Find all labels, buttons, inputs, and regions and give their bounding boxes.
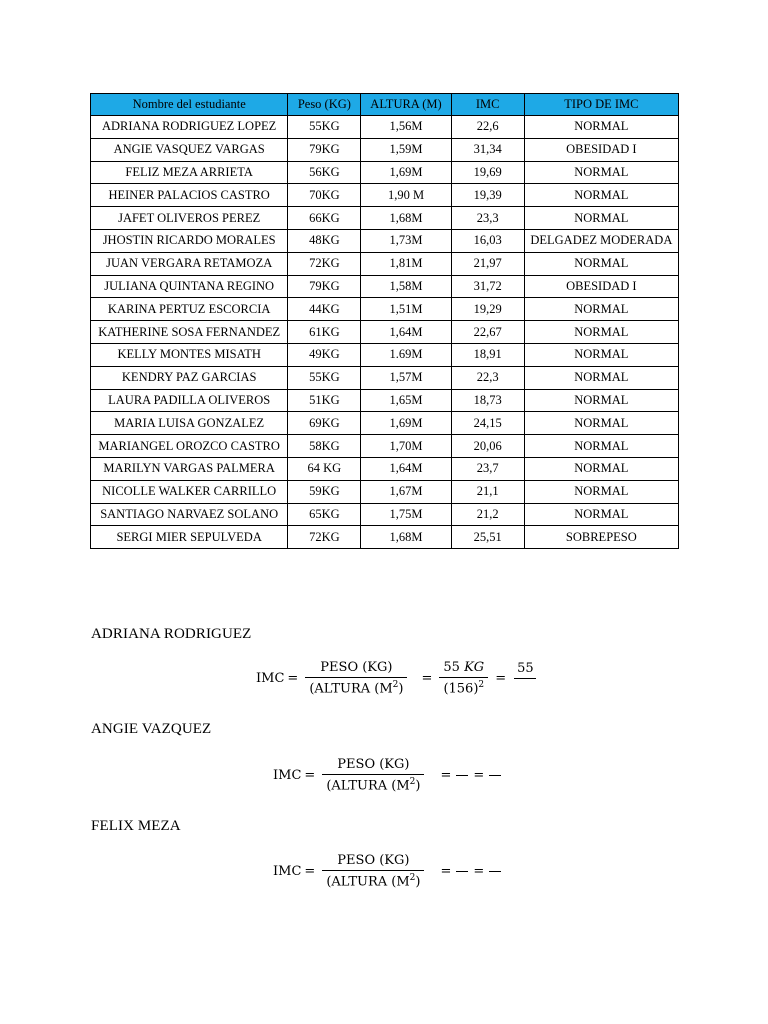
cell-peso: 70KG xyxy=(288,184,361,207)
formula-lhs: IMC xyxy=(256,670,285,686)
cell-altura: 1,56M xyxy=(361,116,451,139)
cell-peso: 58KG xyxy=(288,435,361,458)
table-row xyxy=(91,275,679,298)
formula-fraction xyxy=(322,853,424,889)
cell-tipo: NORMAL xyxy=(524,457,678,480)
header-imc: IMC xyxy=(451,94,524,116)
cell-altura: 1,68M xyxy=(361,207,451,230)
cell-tipo: NORMAL xyxy=(524,207,678,230)
cell-altura: 1.69M xyxy=(361,343,451,366)
cell-peso: 79KG xyxy=(288,138,361,161)
table-row xyxy=(91,343,679,366)
cell-altura: 1,69M xyxy=(361,412,451,435)
cell-name: MARIANGEL OROZCO CASTRO xyxy=(91,435,288,458)
cell-peso: 59KG xyxy=(288,480,361,503)
cell-tipo: NORMAL xyxy=(524,298,678,321)
table-row xyxy=(91,435,679,458)
cell-tipo: NORMAL xyxy=(524,252,678,275)
cell-name: KARINA PERTUZ ESCORCIA xyxy=(91,298,288,321)
cell-imc: 22,67 xyxy=(451,321,524,344)
cell-altura: 1,69M xyxy=(361,161,451,184)
formula-numerator: PESO (KG) xyxy=(337,853,410,868)
formula-angie: IMC = $\frac{\text{PESO (KG)}}{(ALTURA (M^2)}$ = = xyxy=(273,757,503,793)
cell-name: KENDRY PAZ GARCIAS xyxy=(91,366,288,389)
cell-imc: 24,15 xyxy=(451,412,524,435)
cell-altura: 1,64M xyxy=(361,457,451,480)
cell-tipo: OBESIDAD I xyxy=(524,138,678,161)
cell-tipo: NORMAL xyxy=(524,480,678,503)
section-heading-felix: FELIX MEZA xyxy=(91,818,181,834)
cell-imc: 22,3 xyxy=(451,366,524,389)
cell-name: KELLY MONTES MISATH xyxy=(91,343,288,366)
formula-adriana: IMC = $\frac{\text{PESO (KG)}}{(ALTURA (M^2)}$ = $\frac{55 KG}{(156)^2}$ = 55 xyxy=(256,660,542,696)
formula-numerator: PESO (KG) xyxy=(320,660,393,675)
empty-fraction xyxy=(489,775,501,776)
cell-peso: 44KG xyxy=(288,298,361,321)
formula-felix: IMC = $\frac{\text{PESO (KG)}}{(ALTURA (M^2)}$ = = xyxy=(273,853,503,889)
cell-peso: 69KG xyxy=(288,412,361,435)
cell-altura: 1,90 M xyxy=(361,184,451,207)
cell-name: SANTIAGO NARVAEZ SOLANO xyxy=(91,503,288,526)
cell-name: KATHERINE SOSA FERNANDEZ xyxy=(91,321,288,344)
cell-altura: 1,65M xyxy=(361,389,451,412)
cell-peso: 51KG xyxy=(288,389,361,412)
table-row xyxy=(91,184,679,207)
cell-peso: 48KG xyxy=(288,229,361,252)
formula-denominator: (ALTURA $(M^2)$ xyxy=(322,774,424,793)
cell-name: JUAN VERGARA RETAMOZA xyxy=(91,252,288,275)
cell-imc: 21,1 xyxy=(451,480,524,503)
table-row xyxy=(91,207,679,230)
cell-tipo: NORMAL xyxy=(524,184,678,207)
cell-imc: 16,03 xyxy=(451,229,524,252)
cell-tipo: NORMAL xyxy=(524,321,678,344)
cell-altura: 1,58M xyxy=(361,275,451,298)
formula-denominator: (ALTURA $(M^2)$ xyxy=(322,870,424,889)
cell-peso: 79KG xyxy=(288,275,361,298)
table-row xyxy=(91,389,679,412)
cell-tipo: SOBREPESO xyxy=(524,526,678,549)
cell-tipo: NORMAL xyxy=(524,343,678,366)
cell-imc: 18,73 xyxy=(451,389,524,412)
cell-name: HEINER PALACIOS CASTRO xyxy=(91,184,288,207)
cell-imc: 21,97 xyxy=(451,252,524,275)
substitution-numerator: 55 KG xyxy=(443,660,485,675)
substitution-denominator: $(156)^2$ xyxy=(439,677,488,696)
cell-tipo: NORMAL xyxy=(524,116,678,139)
cell-altura: 1,67M xyxy=(361,480,451,503)
cell-peso: 72KG xyxy=(288,526,361,549)
cell-peso: 65KG xyxy=(288,503,361,526)
cell-peso: 56KG xyxy=(288,161,361,184)
cell-tipo: OBESIDAD I xyxy=(524,275,678,298)
cell-imc: 19,29 xyxy=(451,298,524,321)
cell-peso: 49KG xyxy=(288,343,361,366)
cell-imc: 23,3 xyxy=(451,207,524,230)
cell-altura: 1,81M xyxy=(361,252,451,275)
table-row xyxy=(91,457,679,480)
cell-name: MARILYN VARGAS PALMERA xyxy=(91,457,288,480)
cell-peso: 72KG xyxy=(288,252,361,275)
cell-peso: 66KG xyxy=(288,207,361,230)
formula-fraction xyxy=(322,757,424,793)
header-peso: Peso (KG) xyxy=(288,94,361,116)
empty-fraction xyxy=(456,871,468,872)
cell-imc: 31,34 xyxy=(451,138,524,161)
section-heading-adriana: ADRIANA RODRIGUEZ xyxy=(91,626,252,642)
table-row xyxy=(91,229,679,252)
result-numerator: 55 xyxy=(517,660,534,676)
cell-altura: 1,70M xyxy=(361,435,451,458)
cell-imc: 19,69 xyxy=(451,161,524,184)
table-row xyxy=(91,138,679,161)
table-body xyxy=(91,116,679,549)
cell-name: ADRIANA RODRIGUEZ LOPEZ xyxy=(91,116,288,139)
cell-tipo: NORMAL xyxy=(524,435,678,458)
cell-peso: 55KG xyxy=(288,366,361,389)
formula-denominator: (ALTURA $(M^2)$ xyxy=(305,677,407,696)
cell-altura: 1,57M xyxy=(361,366,451,389)
table-row xyxy=(91,412,679,435)
cell-imc: 31,72 xyxy=(451,275,524,298)
section-heading-angie: ANGIE VAZQUEZ xyxy=(91,721,212,737)
cell-tipo: NORMAL xyxy=(524,412,678,435)
cell-imc: 25,51 xyxy=(451,526,524,549)
cell-name: FELIZ MEZA ARRIETA xyxy=(91,161,288,184)
cell-tipo: NORMAL xyxy=(524,366,678,389)
formula-lhs: IMC xyxy=(273,767,302,783)
cell-peso: 64 KG xyxy=(288,457,361,480)
empty-fraction xyxy=(456,775,468,776)
cell-name: JULIANA QUINTANA REGINO xyxy=(91,275,288,298)
formula-numerator: PESO (KG) xyxy=(337,757,410,772)
cell-peso: 61KG xyxy=(288,321,361,344)
formula-fraction xyxy=(305,660,407,696)
cell-imc: 19,39 xyxy=(451,184,524,207)
cell-imc: 20,06 xyxy=(451,435,524,458)
imc-table xyxy=(90,93,679,549)
header-tipo: TIPO DE IMC xyxy=(524,94,678,116)
cell-name: JAFET OLIVEROS PEREZ xyxy=(91,207,288,230)
header-altura: ALTURA (M) xyxy=(361,94,451,116)
cell-altura: 1,68M xyxy=(361,526,451,549)
cell-tipo: NORMAL xyxy=(524,503,678,526)
empty-fraction xyxy=(489,871,501,872)
formula-lhs: IMC xyxy=(273,863,302,879)
table-row xyxy=(91,526,679,549)
cell-name: SERGI MIER SEPULVEDA xyxy=(91,526,288,549)
cell-altura: 1,59M xyxy=(361,138,451,161)
table-row xyxy=(91,480,679,503)
cell-tipo: NORMAL xyxy=(524,389,678,412)
table-row xyxy=(91,503,679,526)
cell-name: LAURA PADILLA OLIVEROS xyxy=(91,389,288,412)
cell-name: NICOLLE WALKER CARRILLO xyxy=(91,480,288,503)
cell-name: JHOSTIN RICARDO MORALES xyxy=(91,229,288,252)
formula-substitution xyxy=(439,660,488,696)
cell-peso: 55KG xyxy=(288,116,361,139)
cell-imc: 23,7 xyxy=(451,457,524,480)
table-header xyxy=(91,94,679,116)
cell-name: MARIA LUISA GONZALEZ xyxy=(91,412,288,435)
table-row xyxy=(91,252,679,275)
table-row xyxy=(91,116,679,139)
header-name: Nombre del estudiante xyxy=(91,94,288,116)
cell-altura: 1,64M xyxy=(361,321,451,344)
cell-altura: 1,51M xyxy=(361,298,451,321)
cell-altura: 1,75M xyxy=(361,503,451,526)
table-row xyxy=(91,161,679,184)
table-row xyxy=(91,321,679,344)
cell-tipo: NORMAL xyxy=(524,161,678,184)
formula-result xyxy=(513,661,538,696)
table-row xyxy=(91,366,679,389)
cell-imc: 21,2 xyxy=(451,503,524,526)
table-row xyxy=(91,298,679,321)
cell-tipo: DELGADEZ MODERADA xyxy=(524,229,678,252)
cell-name: ANGIE VASQUEZ VARGAS xyxy=(91,138,288,161)
cell-altura: 1,73M xyxy=(361,229,451,252)
cell-imc: 22,6 xyxy=(451,116,524,139)
cell-imc: 18,91 xyxy=(451,343,524,366)
